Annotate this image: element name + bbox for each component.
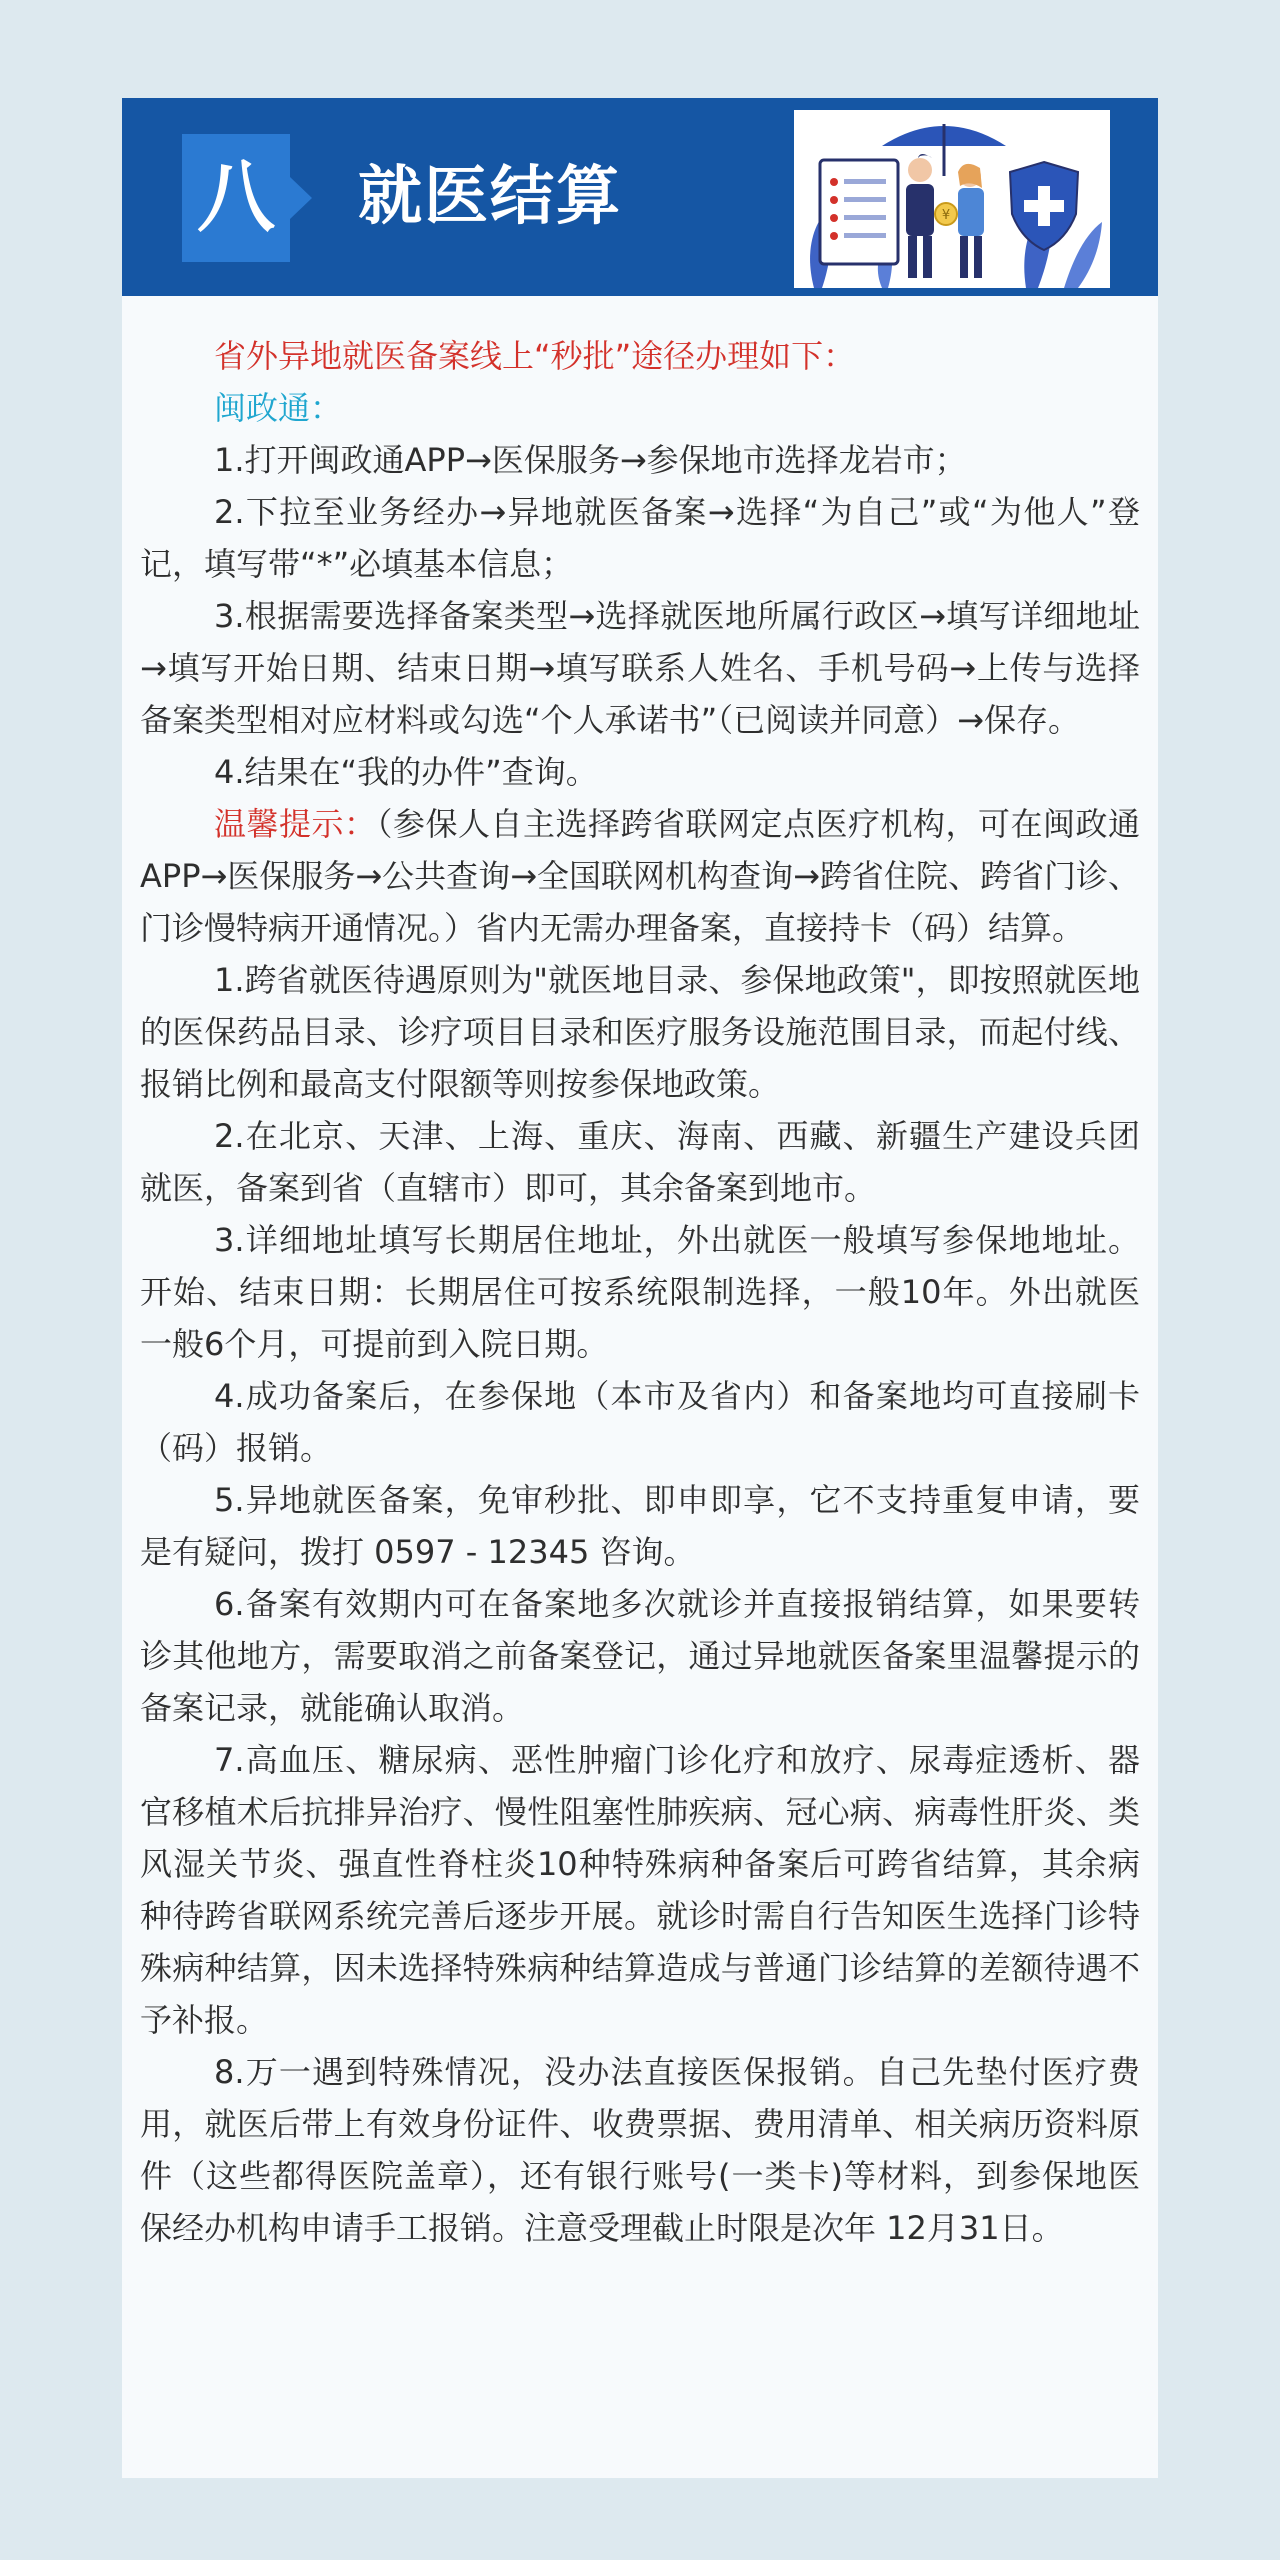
intro-heading: 省外异地就医备案线上“秒批”途径办理如下： (214, 337, 856, 375)
content-card (122, 98, 1158, 2478)
note-item: 4.成功备案后，在参保地（本市及省内）和备案地均可直接刷卡（码）报销。 (140, 1377, 1140, 1467)
insurance-umbrella-illustration-icon (794, 110, 1110, 288)
note-item: 5.异地就医备案，免审秒批、即申即享，它不支持重复申请，要是有疑问，拨打 0597 - 12345 咨询。 (140, 1481, 1140, 1571)
tip-text: （参保人自主选择跨省联网定点医疗机构，可在闽政通APP→医保服务→公共查询→全国联网机构查询→跨省住院、跨省门诊、门诊慢特病开通情况。）省内无需办理备案，直接持卡（码）结算。 (140, 805, 1140, 947)
note-item: 3.详细地址填写长期居住地址，外出就医一般填写参保地地址。开始、结束日期：长期居住可按系统限制选择，一般10年。外出就医一般6个月，可提前到入院日期。 (140, 1221, 1140, 1363)
note-item: 2.在北京、天津、上海、重庆、海南、西藏、新疆生产建设兵团就医，备案到省（直辖市）即可，其余备案到地市。 (140, 1117, 1140, 1207)
note-item: 1.跨省就医待遇原则为"就医地目录、参保地政策"，即按照就医地的医保药品目录、诊疗项目目录和医疗服务设施范围目录，而起付线、报销比例和最高支付限额等则按参保地政策。 (140, 961, 1140, 1103)
step-item: 1.打开闽政通APP→医保服务→参保地市选择龙岩市； (214, 441, 967, 479)
note-item: 8.万一遇到特殊情况，没办法直接医保报销。自己先垫付医疗费用，就医后带上有效身份证件、收费票据、费用清单、相关病历资料原件（这些都得医院盖章），还有银行账号(一类卡)等材料，到参保地医保经办机构申请手工报销。注意受理截止时限是次年 12月31日。 (140, 2053, 1140, 2247)
illustration (794, 110, 1110, 288)
channel-label: 闽政通： (214, 389, 343, 427)
note-item: 7.高血压、糖尿病、恶性肿瘤门诊化疗和放疗、尿毒症透析、器官移植术后抗排异治疗、慢性阻塞性肺疾病、冠心病、病毒性肝炎、类风湿关节炎、强直性脊柱炎10种特殊病种备案后可跨省结算，其余病种待跨省联网系统完善后逐步开展。就诊时需自行告知医生选择门诊特殊病种结算，因未选择特殊病种结算造成与普通门诊结算的差额待遇不予补报。 (140, 1741, 1140, 2039)
tip-paragraph (140, 798, 1140, 954)
section-header (122, 98, 1158, 296)
note-item: 6.备案有效期内可在备案地多次就诊并直接报销结算，如果要转诊其他地方，需要取消之前备案登记，通过异地就医备案里温馨提示的备案记录，就能确认取消。 (140, 1585, 1140, 1727)
article-body (140, 330, 1140, 2254)
section-title: 就医结算 (358, 160, 622, 234)
tip-label: 温馨提示： (214, 805, 377, 843)
badge-arrow (290, 177, 312, 219)
section-number: 八 (196, 153, 275, 243)
step-item: 2.下拉至业务经办→异地就医备案→选择“为自己”或“为他人”登记，填写带“*”必填基本信息； (140, 493, 1140, 583)
step-item: 3.根据需要选择备案类型→选择就医地所属行政区→填写详细地址→填写开始日期、结束日期→填写联系人姓名、手机号码→上传与选择备案类型相对应材料或勾选“个人承诺书”（已阅读并同意）→保存。 (140, 597, 1140, 739)
svg-text:¥: ¥ (941, 208, 951, 223)
step-item: 4.结果在“我的办件”查询。 (214, 753, 598, 791)
